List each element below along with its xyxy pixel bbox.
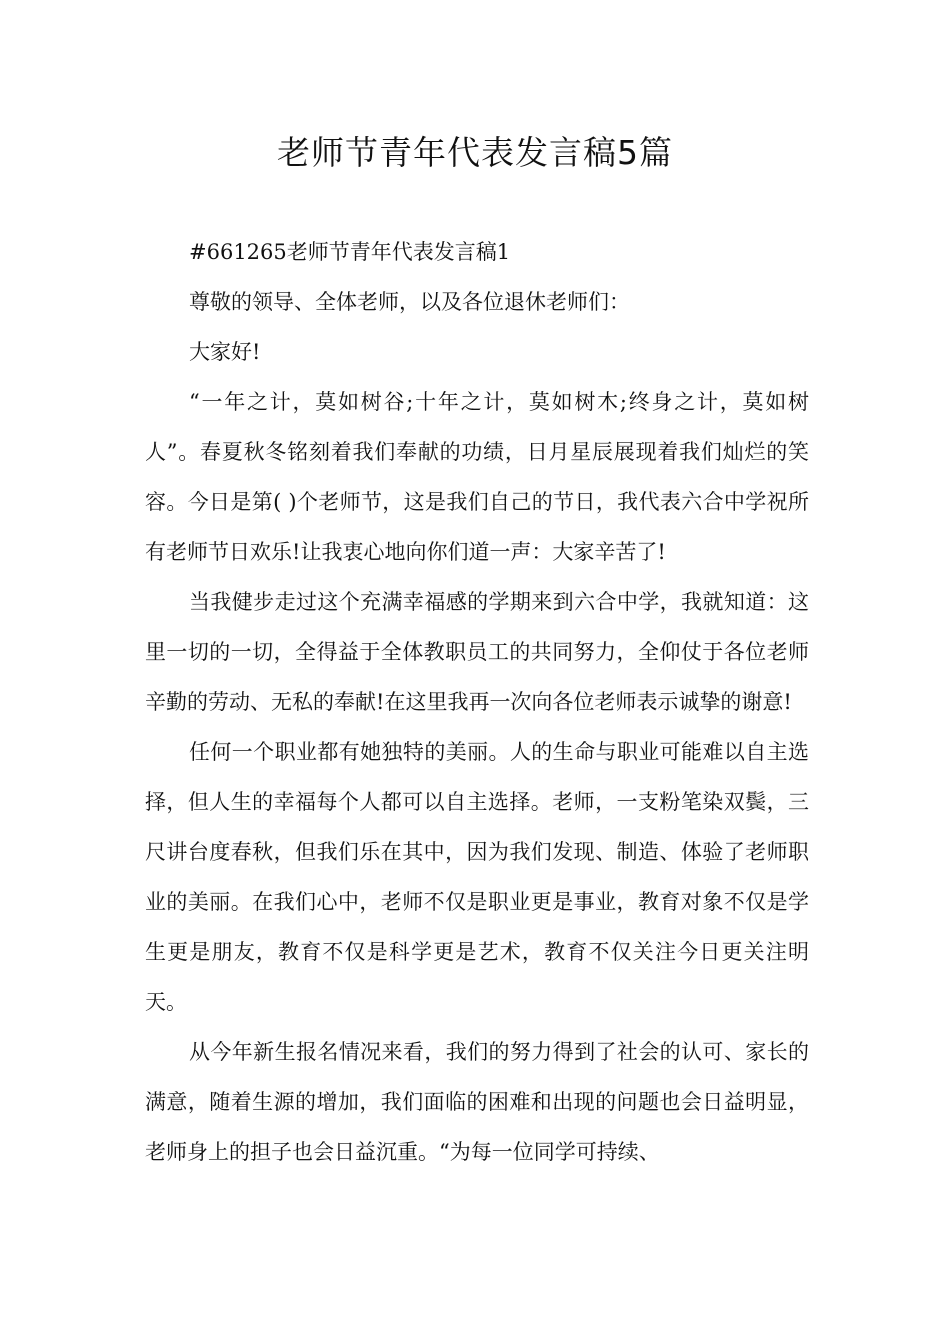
- document-body: [145, 227, 809, 1177]
- paragraph-body: 任何一个职业都有她独特的美丽。人的生命与职业可能难以自主选择，但人生的幸福每个人都可以自主选择。老师，一支粉笔染双鬓，三尺讲台度春秋，但我们乐在其中，因为我们发现、制造、体验了老师职业的美丽。在我们心中，老师不仅是职业更是事业，教育对象不仅是学生更是朋友，教育不仅是科学更是艺术，教育不仅关注今日更关注明天。: [145, 740, 809, 1014]
- paragraph-body: “一年之计，莫如树谷;十年之计，莫如树木;终身之计，莫如树人”。春夏秋冬铭刻着我们奉献的功绩，日月星辰展现着我们灿烂的笑容。今日是第( )个老师节，这是我们自己的节日，我代表六合中学祝所有老师节日欢乐!让我衷心地向你们道一声：大家辛苦了!: [145, 390, 809, 564]
- paragraph-salutation: 尊敬的领导、全体老师，以及各位退休老师们：: [189, 290, 630, 314]
- document-title: 老师节青年代表发言稿5篇: [277, 133, 673, 172]
- paragraph-body: 当我健步走过这个充满幸福感的学期来到六合中学，我就知道：这里一切的一切，全得益于全体教职员工的共同努力，全仰仗于各位老师辛勤的劳动、无私的奉献!在这里我再一次向各位老师表示诚挚的谢意!: [145, 590, 809, 714]
- paragraph-heading: #661265老师节青年代表发言稿1: [189, 240, 511, 264]
- paragraph-body: 从今年新生报名情况来看，我们的努力得到了社会的认可、家长的满意，随着生源的增加，我们面临的困难和出现的问题也会日益明显，老师身上的担子也会日益沉重。“为每一位同学可持续、: [145, 1040, 809, 1164]
- paragraph-greeting: 大家好!: [189, 340, 261, 364]
